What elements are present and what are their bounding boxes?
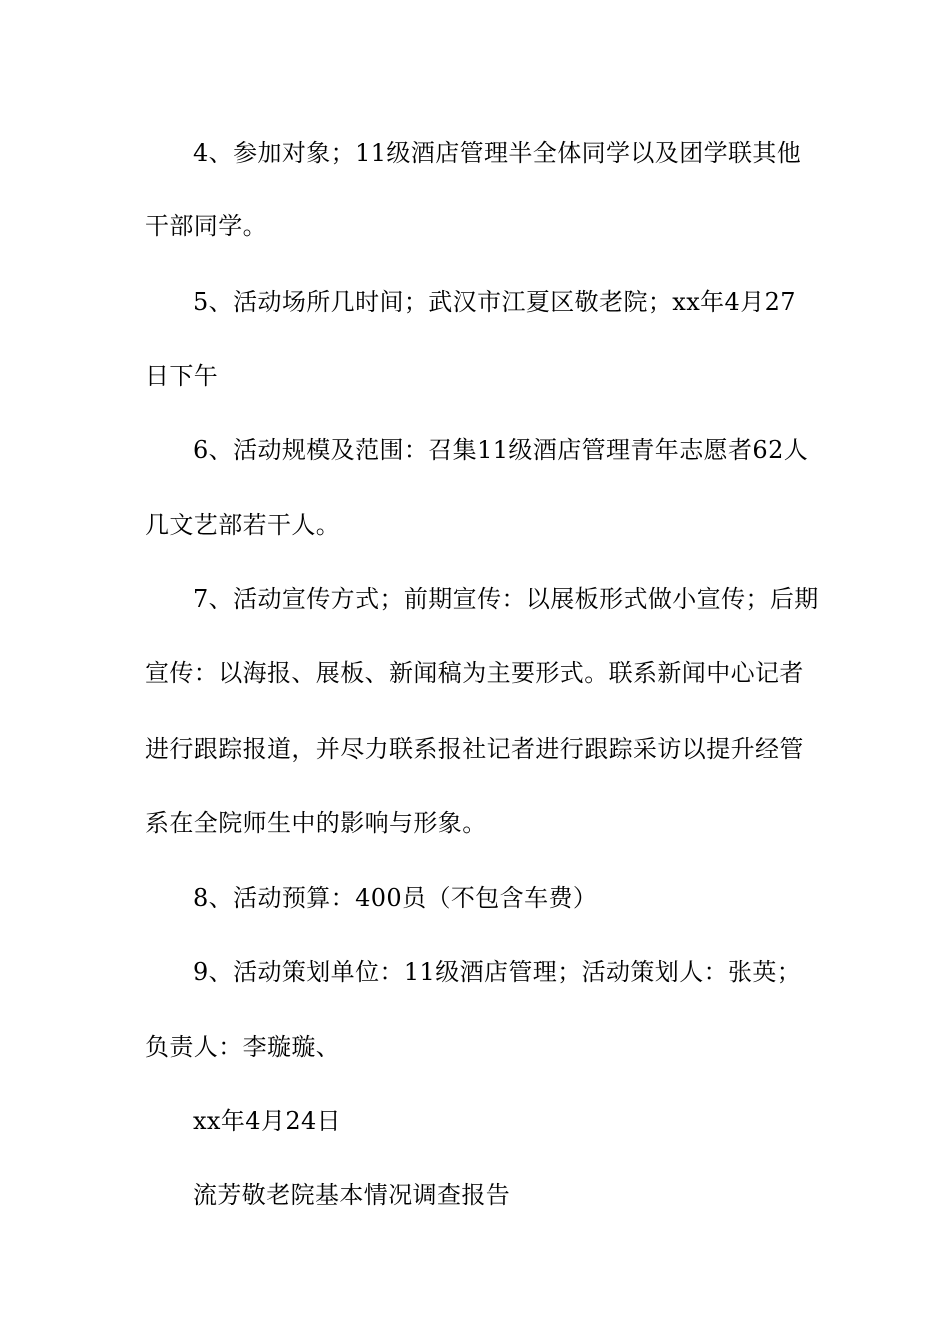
item-7-publicity-cont-2: 进行跟踪报道，并尽力联系报社记者进行跟踪采访以提升经管 bbox=[145, 735, 804, 763]
item-6-scale-cont: 几文艺部若干人。 bbox=[145, 511, 341, 539]
item-6-scale: 6、活动规模及范围：召集11级酒店管理青年志愿者62人 bbox=[193, 436, 809, 464]
item-9-organizer-cont: 负责人：李璇璇、 bbox=[145, 1033, 341, 1061]
item-7-publicity-cont-3: 系在全院师生中的影响与形象。 bbox=[145, 809, 487, 837]
item-9-organizer: 9、活动策划单位：11级酒店管理；活动策划人：张英； bbox=[193, 958, 802, 986]
next-section-title: 流芳敬老院基本情况调查报告 bbox=[193, 1181, 511, 1209]
item-4-participants-cont: 干部同学。 bbox=[145, 212, 267, 240]
document-date: xx年4月24日 bbox=[193, 1107, 342, 1135]
item-8-budget: 8、活动预算：400员（不包含车费） bbox=[193, 884, 598, 912]
item-5-venue-time: 5、活动场所几时间；武汉市江夏区敬老院；xx年4月27 bbox=[193, 288, 796, 316]
item-5-venue-time-cont: 日下午 bbox=[145, 362, 219, 390]
item-4-participants: 4、参加对象；11级酒店管理半全体同学以及团学联其他 bbox=[193, 139, 802, 167]
item-7-publicity-cont-1: 宣传：以海报、展板、新闻稿为主要形式。联系新闻中心记者 bbox=[145, 659, 804, 687]
item-7-publicity: 7、活动宣传方式；前期宣传：以展板形式做小宣传；后期 bbox=[193, 585, 819, 613]
